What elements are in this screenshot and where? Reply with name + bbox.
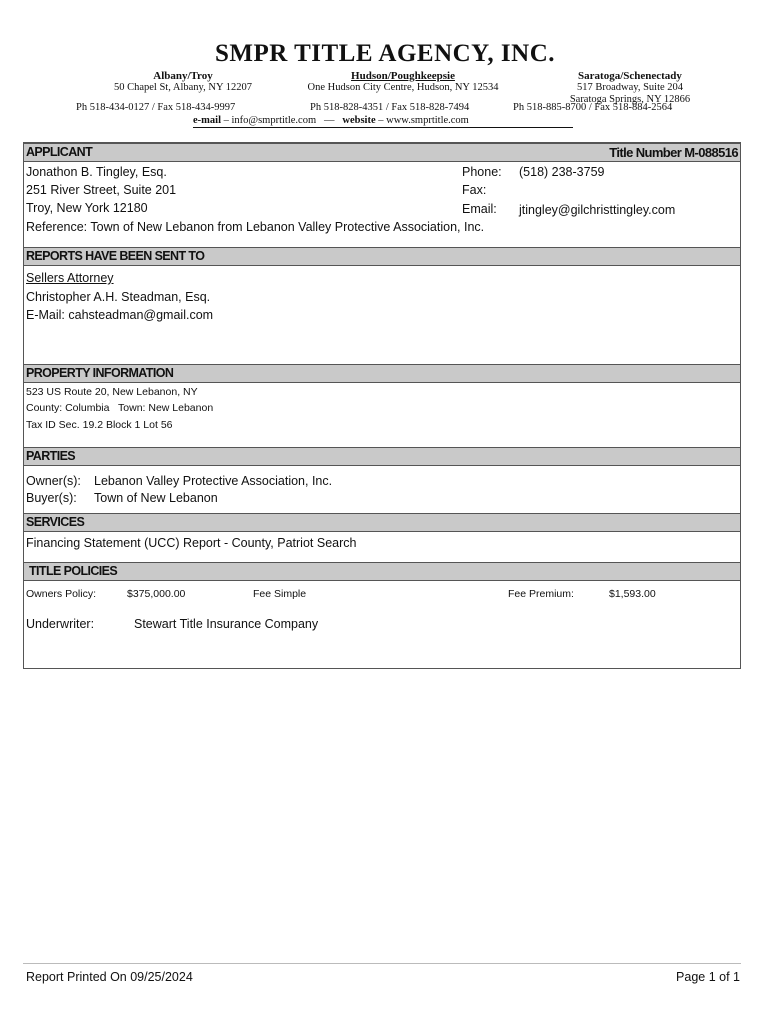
section-title: REPORTS HAVE BEEN SENT TO (26, 249, 205, 263)
recipient-email: E-Mail: cahsteadman@gmail.com (26, 308, 214, 322)
section-title: APPLICANT (26, 145, 93, 159)
office-albany (88, 70, 278, 94)
applicant-header (24, 143, 740, 162)
report-frame (23, 142, 741, 669)
office-address: 50 Chapel St, Albany, NY 12207 (113, 82, 253, 93)
parties-header (24, 447, 740, 466)
applicant-name: Jonathon B. Tingley, Esq. (26, 165, 167, 179)
website-link[interactable]: www.smprtitle.com (386, 115, 469, 126)
office-name: Albany/Troy (153, 70, 213, 82)
office-address-2: Saratoga Springs, NY 12866 (569, 94, 691, 105)
policies-header (24, 562, 740, 581)
owner-name: Lebanon Valley Protective Association, Inc. (94, 474, 333, 488)
premium-value: $1,593.00 (609, 588, 656, 600)
office-phone-hudson: Ph 518-828-4351 / Fax 518-828-7494 (310, 102, 470, 113)
office-saratoga (550, 70, 710, 106)
email-label: e-mail (193, 115, 221, 126)
email-label: Email: (462, 202, 497, 216)
county-town: County: Columbia Town: New Lebanon (26, 402, 214, 414)
property-header (24, 364, 740, 383)
office-hudson (283, 70, 523, 94)
reference: Reference: Town of New Lebanon from Lebanon Valley Protective Association, Inc. (26, 220, 485, 234)
applicant-street: 251 River Street, Suite 201 (26, 183, 177, 197)
services-text: Financing Statement (UCC) Report - County, Patriot Search (26, 536, 357, 550)
office-address: 517 Broadway, Suite 204 (576, 82, 684, 93)
website-label: website (342, 115, 376, 126)
estate-type: Fee Simple (253, 588, 307, 600)
premium-label: Fee Premium: (508, 588, 574, 600)
email-link[interactable]: info@smprtitle.com (231, 115, 317, 126)
office-name: Saratoga/Schenectady (578, 70, 682, 82)
page-number: Page 1 of 1 (676, 970, 740, 984)
footer-divider (23, 963, 741, 964)
property-address: 523 US Route 20, New Lebanon, NY (26, 386, 198, 398)
section-title: TITLE POLICIES (29, 564, 118, 578)
phone-label: Phone: (462, 165, 502, 179)
contact-line: e-mail – info@smprtitle.com — website – www.smprtitle.com (193, 115, 573, 128)
printed-date: Report Printed On 09/25/2024 (26, 970, 193, 984)
underwriter-label: Underwriter: (26, 617, 95, 631)
applicant-city: Troy, New York 12180 (26, 201, 148, 215)
recipient-role: Sellers Attorney (26, 271, 114, 285)
tax-id: Tax ID Sec. 19.2 Block 1 Lot 56 (26, 419, 173, 431)
section-title: PROPERTY INFORMATION (26, 366, 174, 380)
office-name: Hudson/Poughkeepsie (351, 70, 455, 82)
phone-value: (518) 238-3759 (519, 165, 605, 179)
owner-label: Owner(s): (26, 474, 81, 488)
title-number: Title Number M-088516 (609, 145, 738, 160)
section-title: SERVICES (26, 515, 85, 529)
buyer-label: Buyer(s): (26, 491, 77, 505)
underwriter-name: Stewart Title Insurance Company (134, 617, 319, 631)
reports-header (24, 247, 740, 266)
recipient-name: Christopher A.H. Steadman, Esq. (26, 290, 211, 304)
buyer-name: Town of New Lebanon (94, 491, 218, 505)
separator: — (324, 115, 335, 126)
office-phone-saratoga: Ph 518-885-8700 / Fax 518-884-2564 (513, 102, 673, 113)
company-name: SMPR TITLE AGENCY, INC. (214, 40, 556, 67)
services-header (24, 513, 740, 532)
office-address: One Hudson City Centre, Hudson, NY 12534 (307, 82, 499, 93)
office-phone-albany: Ph 518-434-0127 / Fax 518-434-9997 (76, 102, 236, 113)
fax-label: Fax: (462, 183, 487, 197)
owners-policy-amount: $375,000.00 (127, 588, 186, 600)
section-title: PARTIES (26, 449, 76, 463)
email-value: jtingley@gilchristtingley.com (519, 203, 676, 217)
owners-policy-label: Owners Policy: (26, 588, 97, 600)
